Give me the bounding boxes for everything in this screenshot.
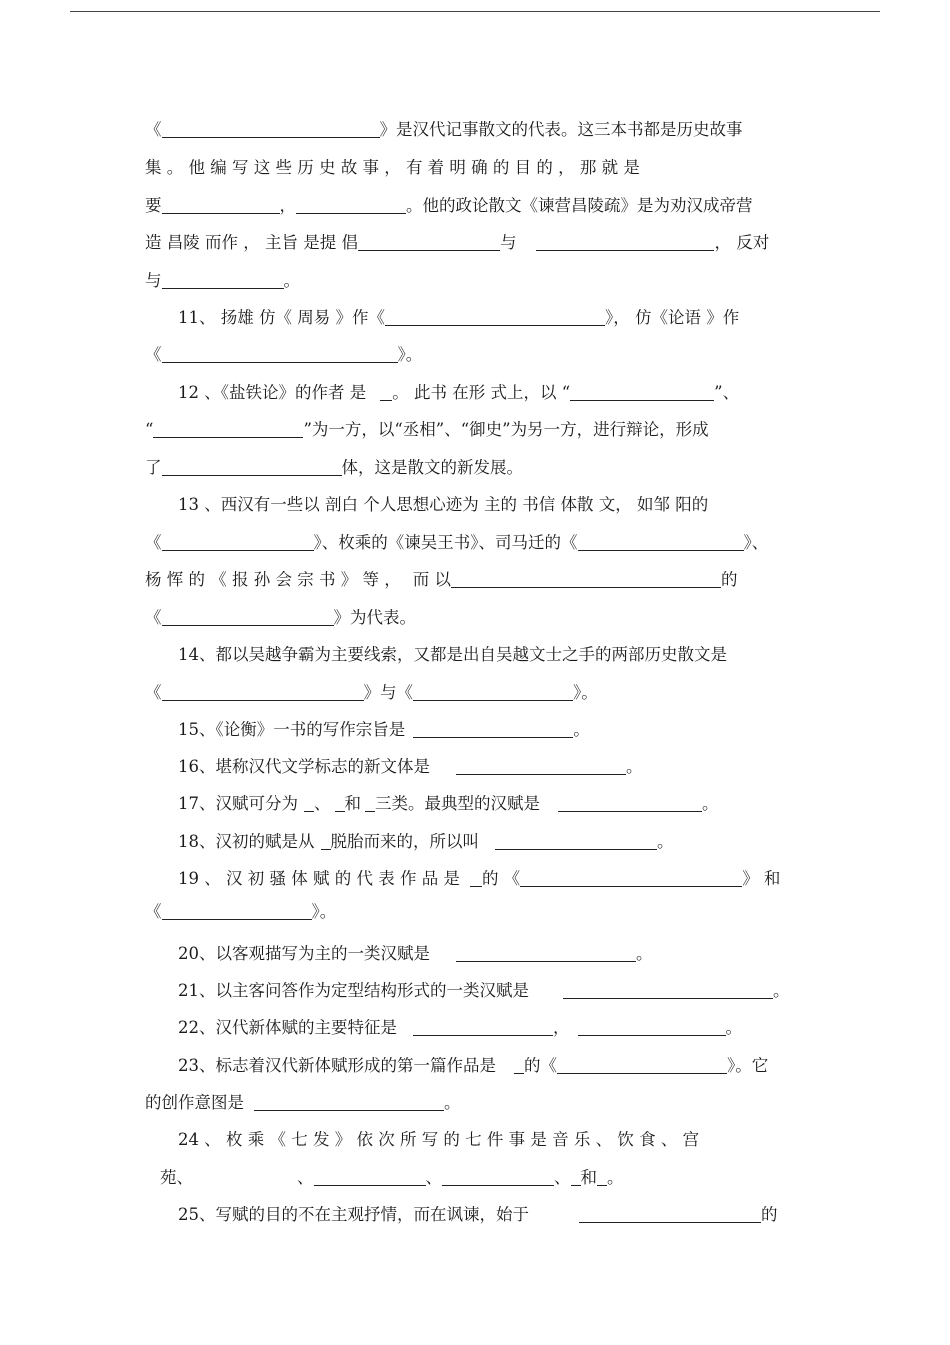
fill-blank[interactable] <box>578 1018 726 1036</box>
fill-blank[interactable] <box>162 120 380 138</box>
question-20: 20、以客观描写为主的一类汉赋是 。 <box>178 944 653 963</box>
fill-blank[interactable] <box>597 1168 607 1186</box>
fill-blank[interactable] <box>162 345 398 363</box>
question-17: 17、汉赋可分为 、 和 三类。最典型的汉赋是 。 <box>178 794 719 813</box>
fill-blank[interactable] <box>162 902 312 920</box>
fill-blank[interactable] <box>413 683 573 701</box>
fill-blank[interactable] <box>578 533 744 551</box>
question-24: 24 、 枚 乘 《 七 发 》 依 次 所 写 的 七 件 事 是 音 乐 、 饮 食 、 宫 <box>178 1130 700 1149</box>
fill-blank[interactable] <box>413 1018 553 1036</box>
question-14: 14、都以吴越争霸为主要线索，又都是出自吴越文士之手的两部历史散文是 <box>178 645 727 664</box>
fill-blank[interactable] <box>153 420 303 438</box>
fill-blank[interactable] <box>536 233 714 251</box>
fill-blank[interactable] <box>162 196 280 214</box>
fill-blank[interactable] <box>520 869 742 887</box>
fill-blank[interactable] <box>456 757 626 775</box>
fill-blank[interactable] <box>495 832 657 850</box>
fill-blank[interactable] <box>321 832 331 850</box>
fill-blank[interactable] <box>162 683 364 701</box>
fill-blank[interactable] <box>162 533 314 551</box>
text-line-3: 要 ， 。他的政论散文《谏营昌陵疏》是为劝汉成帝营 <box>145 196 753 215</box>
question-22: 22、汉代新体赋的主要特征是 ， 。 <box>178 1018 742 1037</box>
question-19-cont: 《 》。 <box>145 902 337 921</box>
question-16: 16、堪称汉代文学标志的新文体是 。 <box>178 757 643 776</box>
question-24-cont: 苑、 、 、 、 和 。 <box>160 1168 624 1187</box>
question-11: 11、 扬雄 仿《 周易 》作《 》， 仿《论语 》作 <box>178 308 740 327</box>
fill-blank[interactable] <box>558 794 702 812</box>
question-23-cont: 的创作意图是 。 <box>145 1093 461 1112</box>
fill-blank[interactable] <box>365 794 375 812</box>
question-13: 13 、西汉有一些以 剖白 个人思想心迹为 主的 书信 体散 文， 如邹 阳的 <box>178 495 709 514</box>
fill-blank[interactable] <box>385 308 605 326</box>
question-15: 15、《论衡》一书的写作宗旨是 。 <box>178 720 590 739</box>
fill-blank[interactable] <box>314 1168 426 1186</box>
fill-blank[interactable] <box>470 869 482 887</box>
fill-blank[interactable] <box>570 383 714 401</box>
question-14-cont: 《 》与《 》。 <box>145 683 598 702</box>
fill-blank[interactable] <box>456 944 636 962</box>
text-line-2: 集 。 他 编 写 这 些 历 史 故 事 ， 有 着 明 确 的 目 的 ， 那 就 是 <box>145 158 640 177</box>
question-18: 18、汉初的赋是从 脱胎而来的，所以叫 。 <box>178 832 674 851</box>
question-21: 21、以主客问答作为定型结构形式的一类汉赋是 。 <box>178 981 790 1000</box>
question-12-cont-1: “ ”为一方，以“丞相”、“御史”为另一方，进行辩论，形成 <box>145 420 709 439</box>
fill-blank[interactable] <box>162 271 284 289</box>
question-11-cont: 《 》。 <box>145 345 423 364</box>
question-12: 12 、《盐铁论》的作者 是 。 此书 在形 式上，以 “ ”、 <box>178 383 740 402</box>
fill-blank[interactable] <box>162 458 342 476</box>
fill-blank[interactable] <box>162 608 334 626</box>
fill-blank[interactable] <box>557 1056 727 1074</box>
question-13-cont-1: 《 》、枚乘的《谏吴王书》、司马迁的《 》、 <box>145 533 769 552</box>
fill-blank[interactable] <box>514 1056 524 1074</box>
fill-blank[interactable] <box>380 383 392 401</box>
fill-blank[interactable] <box>579 1205 761 1223</box>
question-12-cont-2: 了 体，这是散文的新发展。 <box>145 458 523 477</box>
fill-blank[interactable] <box>571 1168 581 1186</box>
text-line-4: 造 昌陵 而作 ， 主旨 是提 倡 与 ， 反对 <box>145 233 770 252</box>
question-13-cont-3: 《 》为代表。 <box>145 608 416 627</box>
fill-blank[interactable] <box>304 794 314 812</box>
fill-blank[interactable] <box>193 1168 297 1186</box>
page-header-rule <box>70 11 880 12</box>
fill-blank[interactable] <box>358 233 500 251</box>
question-25: 25、写赋的目的不在主观抒情，而在讽谏，始于 的 <box>178 1205 778 1224</box>
fill-blank[interactable] <box>451 570 721 588</box>
fill-blank[interactable] <box>296 196 406 214</box>
question-19: 19 、 汉 初 骚 体 赋 的 代 表 作 品 是 的 《 》 和 <box>178 869 781 888</box>
question-13-cont-2: 杨 恽 的 《 报 孙 会 宗 书 》 等 ， 而 以 的 <box>145 570 738 589</box>
fill-blank[interactable] <box>335 794 345 812</box>
question-23: 23、标志着汉代新体赋形成的第一篇作品是 的《 》。它 <box>178 1056 769 1075</box>
text-line-1: 《 》是汉代记事散文的代表。这三本书都是历史故事 <box>145 120 743 139</box>
text-line-5: 与 。 <box>145 271 300 290</box>
fill-blank[interactable] <box>442 1168 554 1186</box>
fill-blank[interactable] <box>413 720 573 738</box>
fill-blank[interactable] <box>254 1093 444 1111</box>
fill-blank[interactable] <box>563 981 773 999</box>
